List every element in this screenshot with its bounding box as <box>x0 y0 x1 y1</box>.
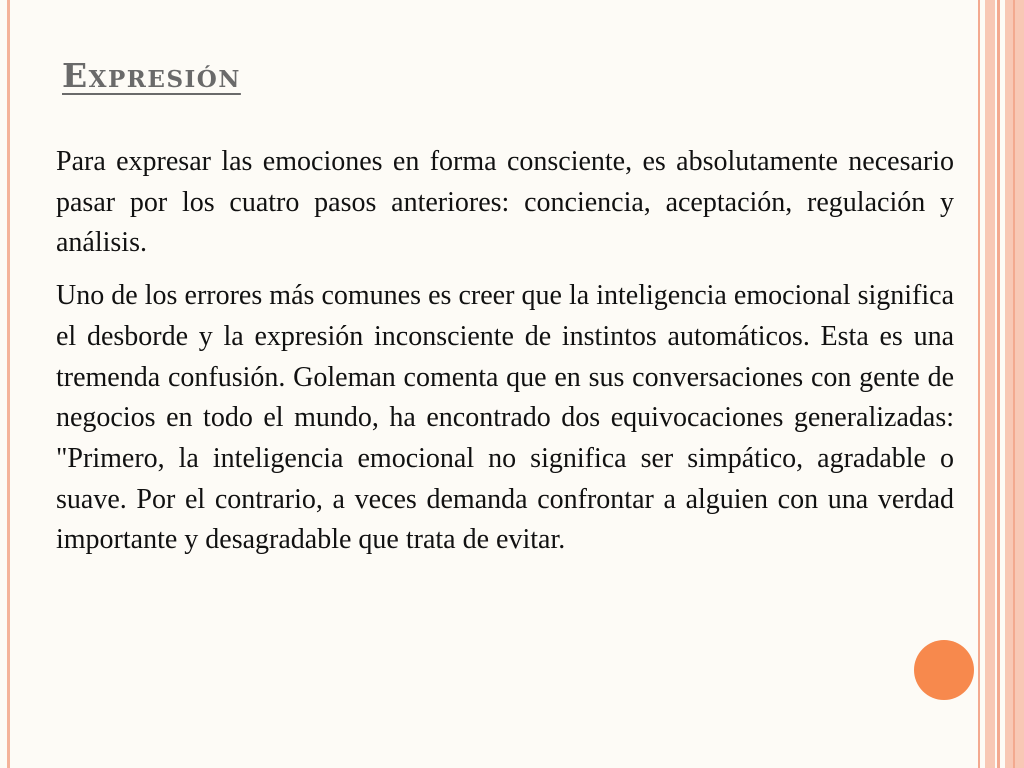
decorative-circle <box>914 640 974 700</box>
body-paragraph: Para expresar las emociones en forma consciente, es absolutamente necesario pasar por los cuatro pasos anteriores: conciencia, aceptación, regulación y análisis. <box>56 146 954 259</box>
slide-body <box>56 142 954 573</box>
body-paragraph: Uno de los errores más comunes es creer que la inteligencia emocional significa el desborde y la expresión inconsciente de instintos automáticos. Esta es una tremenda confusión. Goleman comenta que en sus conversaciones con gente de negocios en todo el mundo, ha encontrado dos equivocaciones generalizadas: "Primero, la inteligencia emocional no significa ser simpático, agradable o suave. Por el contrario, a veces demanda confrontar a alguien con una verdad importante y desagradable que trata de evitar. <box>56 280 954 556</box>
right-decorative-band <box>985 0 995 768</box>
left-decorative-line <box>7 0 10 768</box>
right-decorative-stripe <box>1013 0 1015 768</box>
right-decorative-stripe <box>997 0 1000 768</box>
right-decorative-stripe <box>978 0 980 768</box>
slide-title: Expresión <box>62 56 241 95</box>
